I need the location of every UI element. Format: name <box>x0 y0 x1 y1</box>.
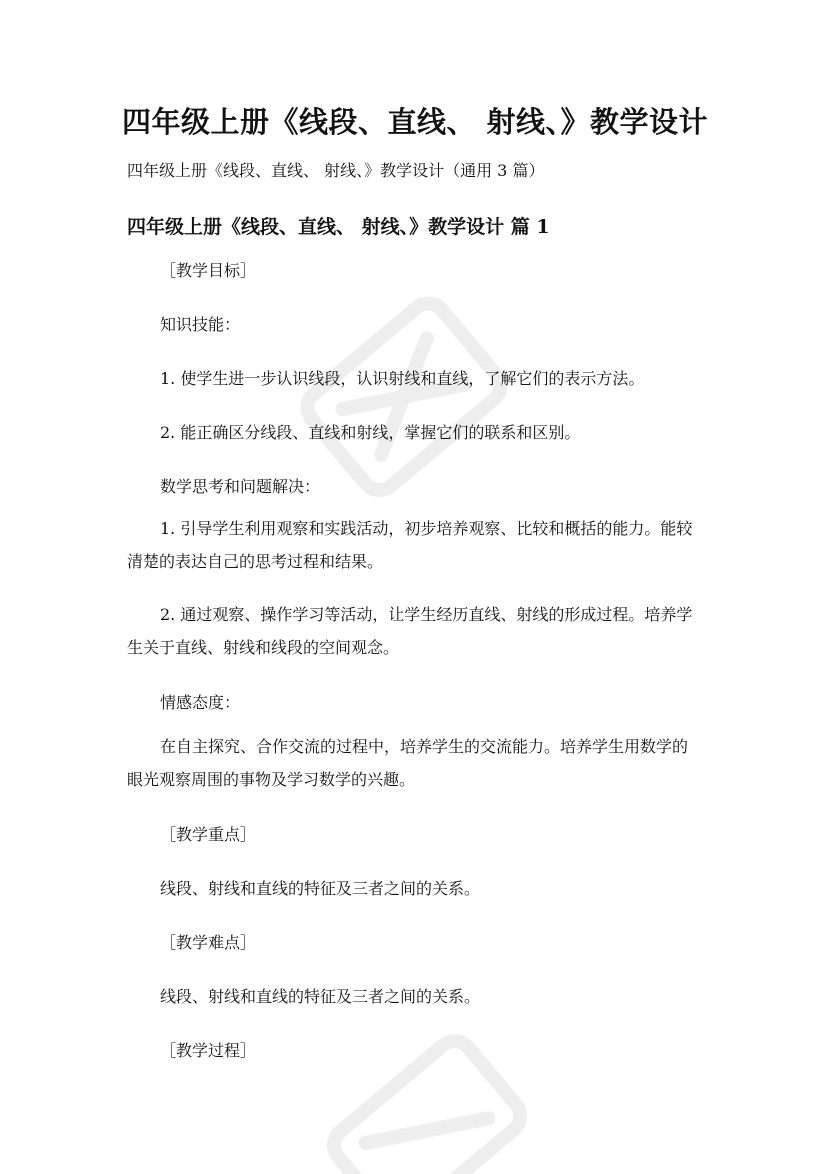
paragraph-knowledge-2: 2. 能正确区分线段、直线和射线，掌握它们的联系和区别。 <box>160 423 581 442</box>
paragraph-process-label: ［教学过程］ <box>160 1041 257 1060</box>
paragraph-difficulty-label: ［教学难点］ <box>160 933 257 952</box>
paragraph-key-label: ［教学重点］ <box>160 825 257 844</box>
paragraph-knowledge-label: 知识技能： <box>160 315 241 334</box>
paragraph-attitude-label: 情感态度： <box>160 693 241 712</box>
document-title: 四年级上册《线段、直线、 射线、》教学设计 <box>121 105 709 139</box>
paragraph-objectives-label: ［教学目标］ <box>160 261 257 280</box>
paragraph-thinking-2: 2. 通过观察、操作学习等活动，让学生经历直线、射线的形成过程。培养学生关于直线、射线和线段的空间观念。 <box>127 605 693 657</box>
document-subtitle: 四年级上册《线段、直线、 射线、》教学设计（通用 3 篇） <box>127 161 545 180</box>
paragraph-knowledge-1: 1. 使学生进一步认识线段，认识射线和直线，了解它们的表示方法。 <box>160 369 645 388</box>
paragraph-attitude-1: 在自主探究、合作交流的过程中，培养学生的交流能力。培养学生用数学的眼光观察周围的事物及学习数学的兴趣。 <box>127 737 689 789</box>
paragraph-thinking-1: 1. 引导学生利用观察和实践活动，初步培养观察、比较和概括的能力。能较清楚的表达自己的思考过程和结果。 <box>127 519 693 571</box>
paragraph-thinking-label: 数学思考和问题解决： <box>160 477 321 496</box>
paragraph-key-content: 线段、射线和直线的特征及三者之间的关系。 <box>160 879 481 898</box>
paragraph-difficulty-content: 线段、射线和直线的特征及三者之间的关系。 <box>160 987 481 1006</box>
section-heading: 四年级上册《线段、直线、 射线、》教学设计 篇 1 <box>127 216 550 238</box>
